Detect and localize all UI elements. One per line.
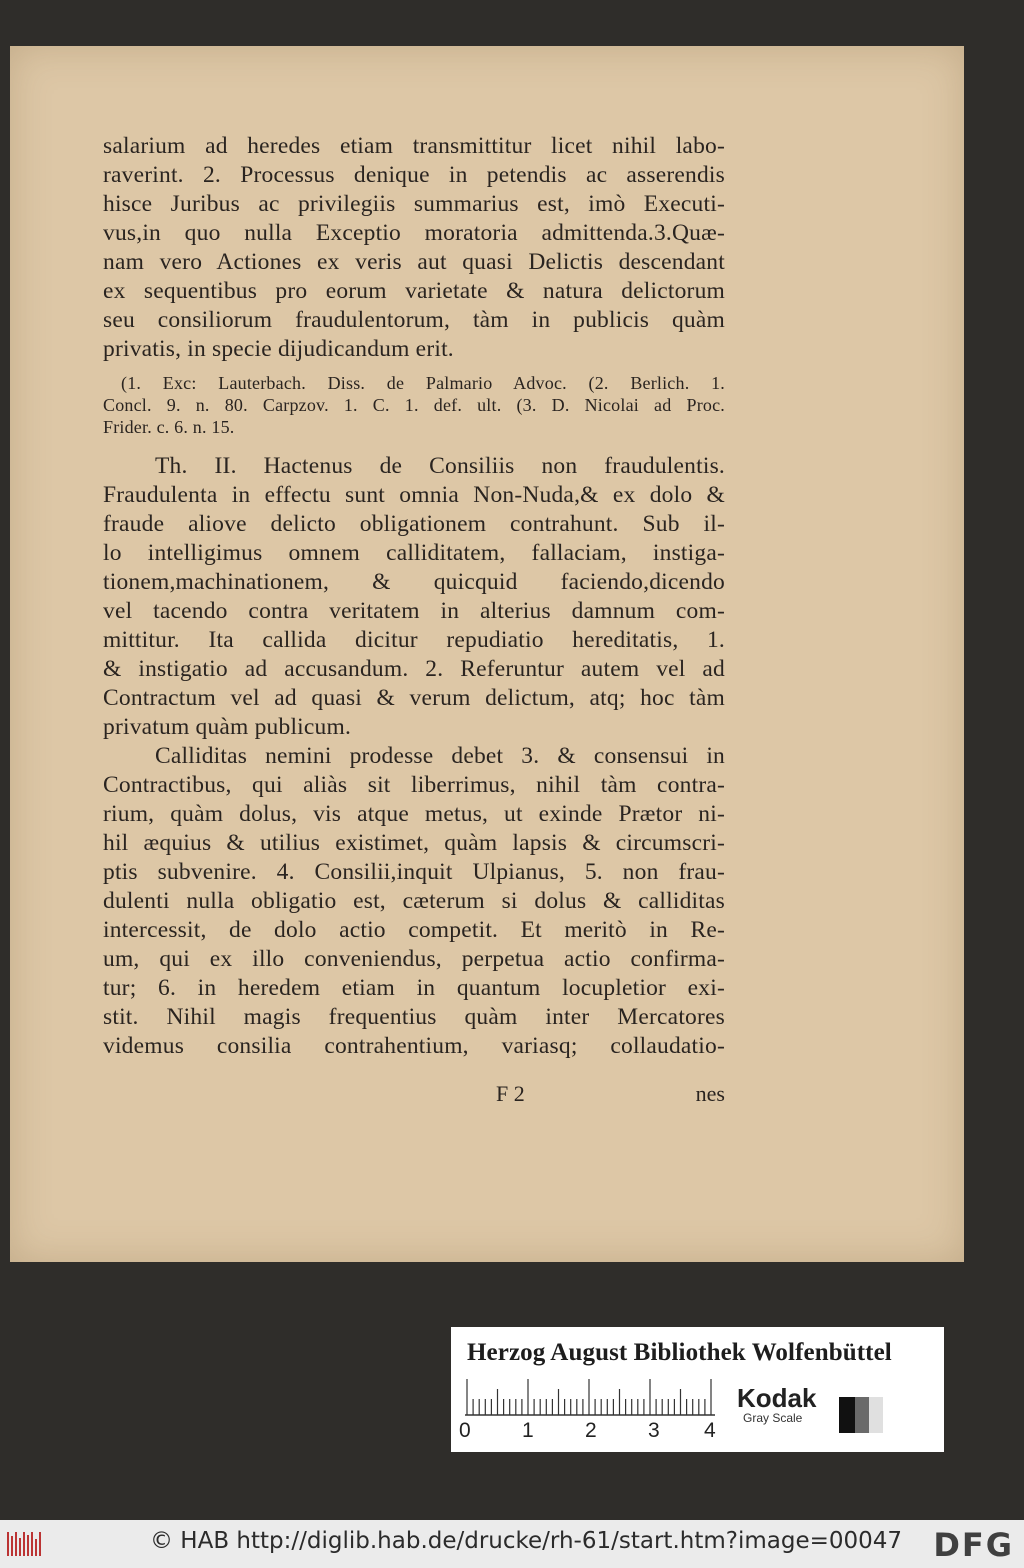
text-line: & instigatio ad accusandum. 2. Referuntur autem vel ad — [103, 656, 725, 682]
text-line: dulenti nulla obligatio est, cæterum si dolus & calliditas — [103, 888, 725, 914]
text-line: intercessit, de dolo actio competit. Et meritò in Re- — [103, 917, 725, 943]
text-line: ptis subvenire. 4. Consilii,inquit Ulpianus, 5. non frau- — [103, 859, 725, 885]
text-line: tionem,machinationem, & quicquid faciendo,dicendo — [103, 569, 725, 595]
text-line: hil æquius & utilius existimet, quàm lapsis & circumscri- — [103, 830, 725, 856]
text-line: salarium ad heredes etiam transmittitur licet nihil labo- — [103, 133, 725, 159]
text-line: hisce Juribus ac privilegiis summarius est, imò Executi- — [103, 191, 725, 217]
swatch-black — [839, 1397, 855, 1433]
signature-mark: F 2 — [496, 1081, 525, 1106]
text-line: Calliditas nemini prodesse debet 3. & consensui in — [155, 743, 725, 769]
library-name: Herzog August Bibliothek Wolfenbüttel — [467, 1339, 892, 1366]
source-url: © HAB http://diglib.hab.de/drucke/rh-61/start.htm?image=00047 — [150, 1528, 903, 1554]
footnote-line: Frider. c. 6. n. 15. — [103, 417, 235, 437]
footnote-line: Concl. 9. n. 80. Carpzov. 1. C. 1. def. ult. (3. D. Nicolai ad Proc. — [103, 395, 725, 415]
text-line: stit. Nihil magis frequentius quàm inter Mercatores — [103, 1004, 725, 1030]
text-line: nam vero Actiones ex veris aut quasi Delictis descendant — [103, 249, 725, 275]
ruler-number: 4 — [704, 1419, 716, 1442]
text-line: vus,in quo nulla Exceptio moratoria admittenda.3.Quæ- — [103, 220, 725, 246]
text-line: privatis, in specie dijudicandum erit. — [103, 336, 454, 362]
text-line: vel tacendo contra veritatem in alterius damnum com- — [103, 598, 725, 624]
text-line: um, qui ex illo conveniendus, perpetua actio confirma- — [103, 946, 725, 972]
library-color-card — [451, 1327, 944, 1452]
gray-scale-swatches — [839, 1397, 883, 1433]
ruler-number: 3 — [648, 1419, 660, 1442]
swatch-gray — [855, 1397, 869, 1433]
gray-scale-label: Gray Scale — [743, 1411, 803, 1425]
page-text — [103, 132, 725, 1061]
barcode-logo-icon — [6, 1530, 42, 1558]
text-line: mittitur. Ita callida dicitur repudiatio hereditatis, 1. — [103, 627, 725, 653]
kodak-brand: Kodak — [737, 1383, 817, 1413]
text-line: Contractibus, qui aliàs sit liberrimus, nihil tàm contra- — [103, 772, 725, 798]
swatch-light — [869, 1397, 883, 1433]
text-line: seu consiliorum fraudulentorum, tàm in publicis quàm — [103, 307, 725, 333]
catchword: nes — [695, 1081, 725, 1106]
text-line: fraude aliove delicto obligationem contrahunt. Sub il- — [103, 511, 725, 537]
text-line: tur; 6. in heredem etiam in quantum locupletior exi- — [103, 975, 725, 1001]
text-line: Contractum vel ad quasi & verum delictum, atq; hoc tàm — [103, 685, 725, 711]
text-line: raverint. 2. Processus denique in petendis ac asserendis — [103, 162, 725, 188]
dfg-logo: DFG — [933, 1526, 1014, 1564]
text-line: privatum quàm publicum. — [103, 714, 352, 740]
text-line: Th. II. Hactenus de Consiliis non fraudulentis. — [155, 453, 725, 479]
text-line: Fraudulenta in effectu sunt omnia Non-Nuda,& ex dolo & — [103, 482, 725, 508]
text-line: videmus consilia contrahentium, variasq; collaudatio- — [103, 1033, 725, 1059]
ruler-number: 0 — [459, 1419, 471, 1442]
footnote-line: (1. Exc: Lauterbach. Diss. de Palmario Advoc. (2. Berlich. 1. — [121, 373, 725, 393]
text-line: ex sequentibus pro eorum varietate & natura delictorum — [103, 278, 725, 304]
ruler-icon — [465, 1379, 715, 1417]
ruler-number: 2 — [585, 1419, 597, 1442]
text-line: rium, quàm dolus, vis atque metus, ut exinde Prætor ni- — [103, 801, 725, 827]
ruler-number: 1 — [522, 1419, 534, 1442]
text-line: lo intelligimus omnem calliditatem, fallaciam, instiga- — [103, 540, 725, 566]
footer-bar — [0, 1520, 1024, 1568]
